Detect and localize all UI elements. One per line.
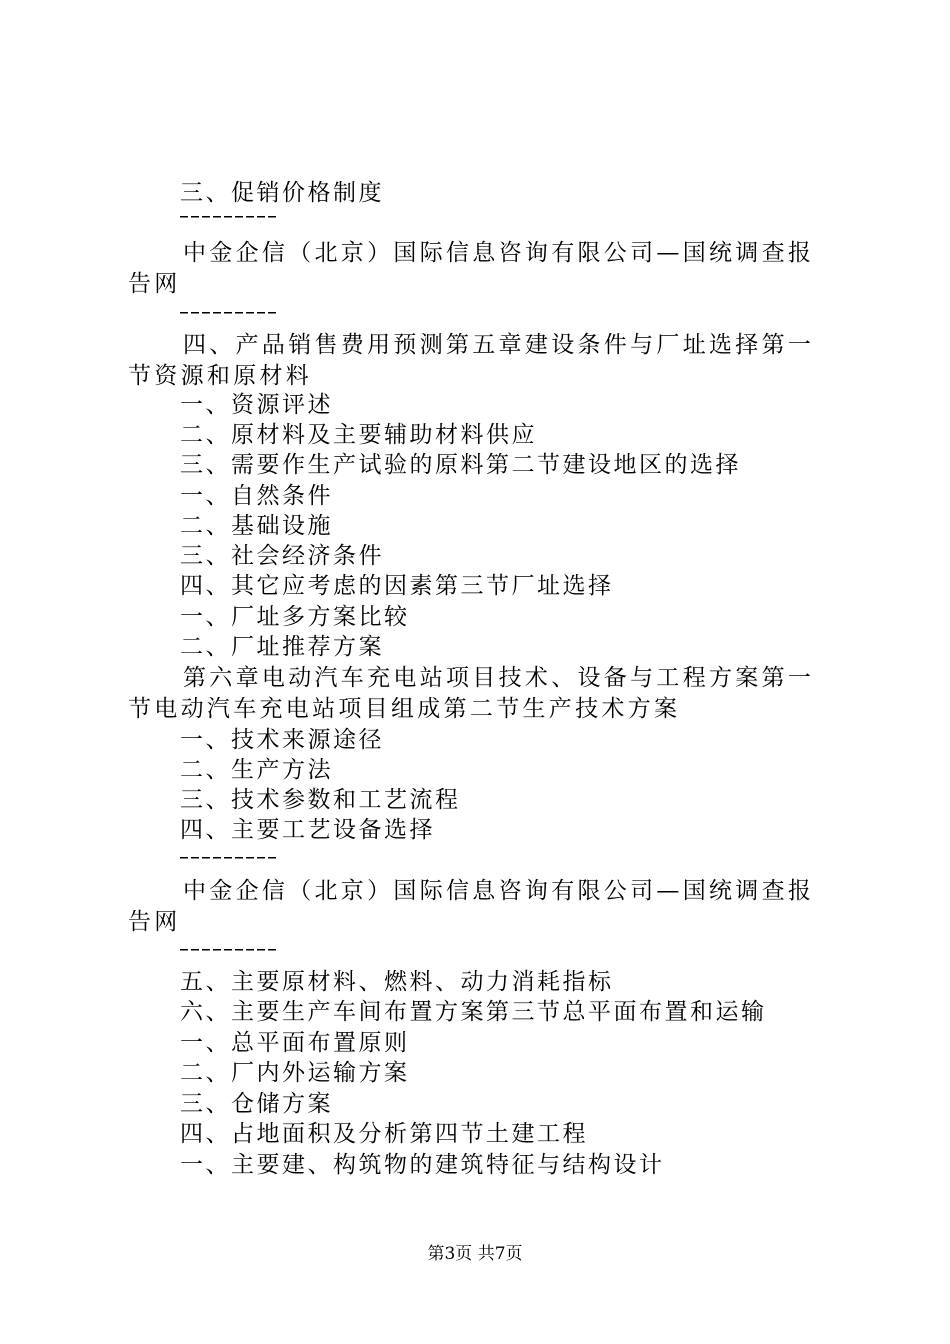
text-line: 二、基础设施 [180,513,333,539]
company-paragraph: 中金企信（北京）国际信息咨询有限公司—国统调查报告网 [128,240,815,297]
text-line: 一、资源评述 [180,392,333,418]
text-line: 四、主要工艺设备选择 [180,817,435,843]
text-line: 一、自然条件 [180,483,333,509]
text-paragraph: 第六章电动汽车充电站项目技术、设备与工程方案第一节电动汽车充电站项目组成第二节生产技术方案 [128,665,815,722]
dashed-separator [180,210,278,222]
text-paragraph: 四、产品销售费用预测第五章建设条件与厂址选择第一节资源和原材料 [128,332,815,389]
dashed-separator [180,306,278,318]
text-line: 四、占地面积及分析第四节土建工程 [180,1121,588,1147]
text-line: 五、主要原材料、燃料、动力消耗指标 [180,969,614,995]
dashed-separator [180,851,278,863]
text-line: 一、厂址多方案比较 [180,604,410,630]
text-line: 二、厂内外运输方案 [180,1060,410,1086]
page-number-footer: 第3页 共7页 [427,1244,523,1264]
text-line: 二、原材料及主要辅助材料供应 [180,422,537,448]
text-line: 一、主要建、构筑物的建筑特征与结构设计 [180,1152,665,1178]
dashed-separator [180,943,278,955]
text-line: 三、社会经济条件 [180,543,384,569]
company-paragraph: 中金企信（北京）国际信息咨询有限公司—国统调查报告网 [128,878,815,935]
text-line: 一、总平面布置原则 [180,1030,410,1056]
text-line: 四、其它应考虑的因素第三节厂址选择 [180,573,614,599]
text-line: 二、生产方法 [180,757,333,783]
text-line: 三、仓储方案 [180,1091,333,1117]
text-line: 六、主要生产车间布置方案第三节总平面布置和运输 [180,999,767,1025]
text-line: 三、技术参数和工艺流程 [180,787,461,813]
text-line: 二、厂址推荐方案 [180,634,384,660]
text-line: 三、促销价格制度 [180,180,384,206]
text-line: 一、技术来源途径 [180,727,384,753]
text-line: 三、需要作生产试验的原料第二节建设地区的选择 [180,452,741,478]
